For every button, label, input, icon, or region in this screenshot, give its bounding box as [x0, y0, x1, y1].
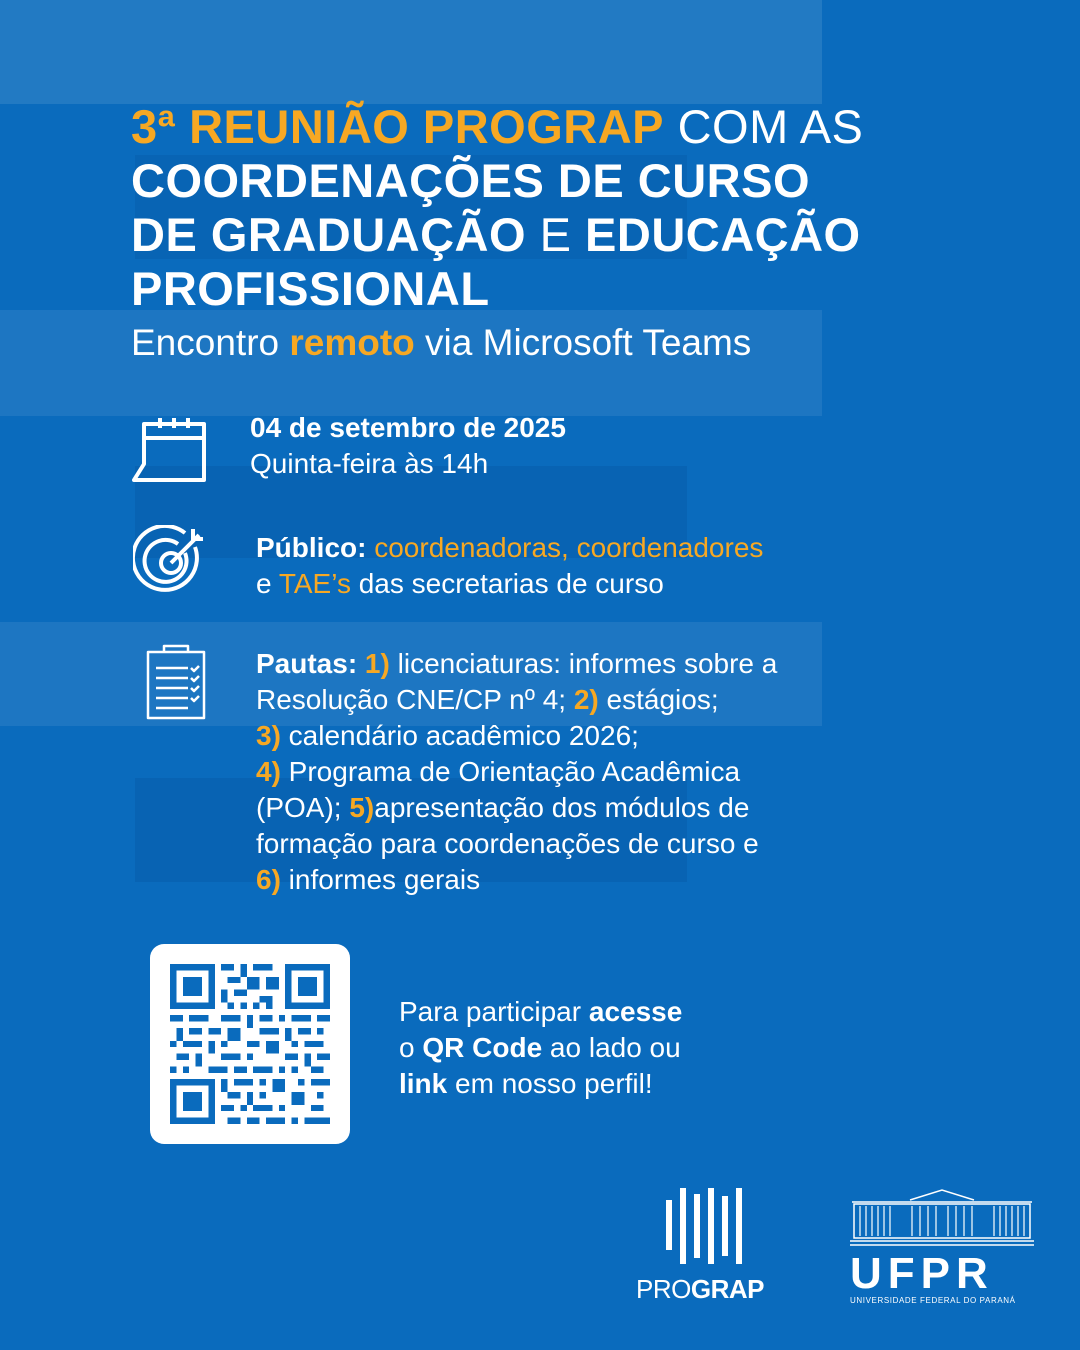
- prograp-wordmark-bold: GRAP: [690, 1274, 764, 1304]
- target-icon: [133, 525, 213, 595]
- cta-bold: acesse: [588, 996, 683, 1027]
- audience-text: das secretarias de curso: [350, 568, 664, 599]
- agenda-number: 3): [256, 720, 281, 751]
- audience-text: e: [256, 568, 279, 599]
- title-line: EDUCAÇÃO: [585, 208, 861, 261]
- qr-code-icon: [170, 964, 330, 1124]
- event-date: [250, 410, 566, 482]
- prograp-bars-icon: [636, 1186, 776, 1266]
- title-line: DE GRADUAÇÃO: [131, 208, 527, 261]
- cta-bold: QR Code: [422, 1032, 543, 1063]
- agenda-number: 2): [573, 684, 599, 715]
- prograp-wordmark-light: PRO: [636, 1274, 691, 1304]
- time-text: Quinta-feira às 14h: [250, 448, 489, 479]
- agenda-item: informes gerais: [280, 864, 481, 895]
- ufpr-subtitle: UNIVERSIDADE FEDERAL DO PARANÁ: [850, 1296, 1016, 1305]
- audience-highlight: coordenadoras, coordenadores: [366, 532, 764, 563]
- background-block: [0, 0, 822, 104]
- agenda-item: formação para coordenações de curso e: [256, 828, 759, 859]
- audience-label: Público:: [256, 532, 367, 563]
- cta-text: em nosso perfil!: [447, 1068, 653, 1099]
- call-to-action: [399, 994, 682, 1102]
- audience-highlight: TAE’s: [278, 568, 351, 599]
- agenda-number: 4): [256, 756, 281, 787]
- title-connector: E: [526, 208, 586, 261]
- page-title: [131, 100, 1011, 316]
- title-line: PROFISSIONAL: [131, 262, 490, 315]
- title-text: COM AS: [664, 100, 864, 153]
- agenda-item: Programa de Orientação Acadêmica: [280, 756, 741, 787]
- title-highlight: 3ª REUNIÃO PROGRAP: [131, 100, 665, 153]
- subtitle-text: Encontro: [131, 322, 290, 363]
- ufpr-building-icon: [850, 1186, 1034, 1250]
- qr-code[interactable]: [150, 944, 350, 1144]
- cta-text: Para participar: [399, 996, 589, 1027]
- agenda-item: (POA);: [256, 792, 350, 823]
- agenda-number: 1): [357, 648, 390, 679]
- ufpr-wordmark: UFPR: [850, 1249, 994, 1298]
- cta-text: o: [399, 1032, 423, 1063]
- agenda-number: 5): [349, 792, 375, 823]
- date-text: 04 de setembro de 2025: [250, 412, 566, 443]
- cta-text: ao lado ou: [542, 1032, 681, 1063]
- agenda-number: 6): [256, 864, 281, 895]
- agenda-item: licenciaturas: informes sobre a: [389, 648, 778, 679]
- agenda-label: Pautas:: [256, 648, 358, 679]
- subtitle: [131, 320, 1011, 366]
- subtitle-text: via Microsoft Teams: [414, 322, 752, 363]
- title-line: COORDENAÇÕES DE CURSO: [131, 154, 811, 207]
- prograp-wordmark: [636, 1274, 764, 1305]
- cta-bold: link: [399, 1068, 448, 1099]
- agenda: [256, 646, 896, 898]
- agenda-item: estágios;: [598, 684, 719, 715]
- agenda-item: apresentação dos módulos de: [374, 792, 750, 823]
- agenda-item: calendário acadêmico 2026;: [280, 720, 639, 751]
- calendar-icon: [130, 416, 208, 486]
- subtitle-highlight: remoto: [289, 322, 415, 363]
- clipboard-checklist-icon: [144, 644, 208, 722]
- agenda-item: Resolução CNE/CP nº 4;: [256, 684, 574, 715]
- audience: [256, 530, 763, 602]
